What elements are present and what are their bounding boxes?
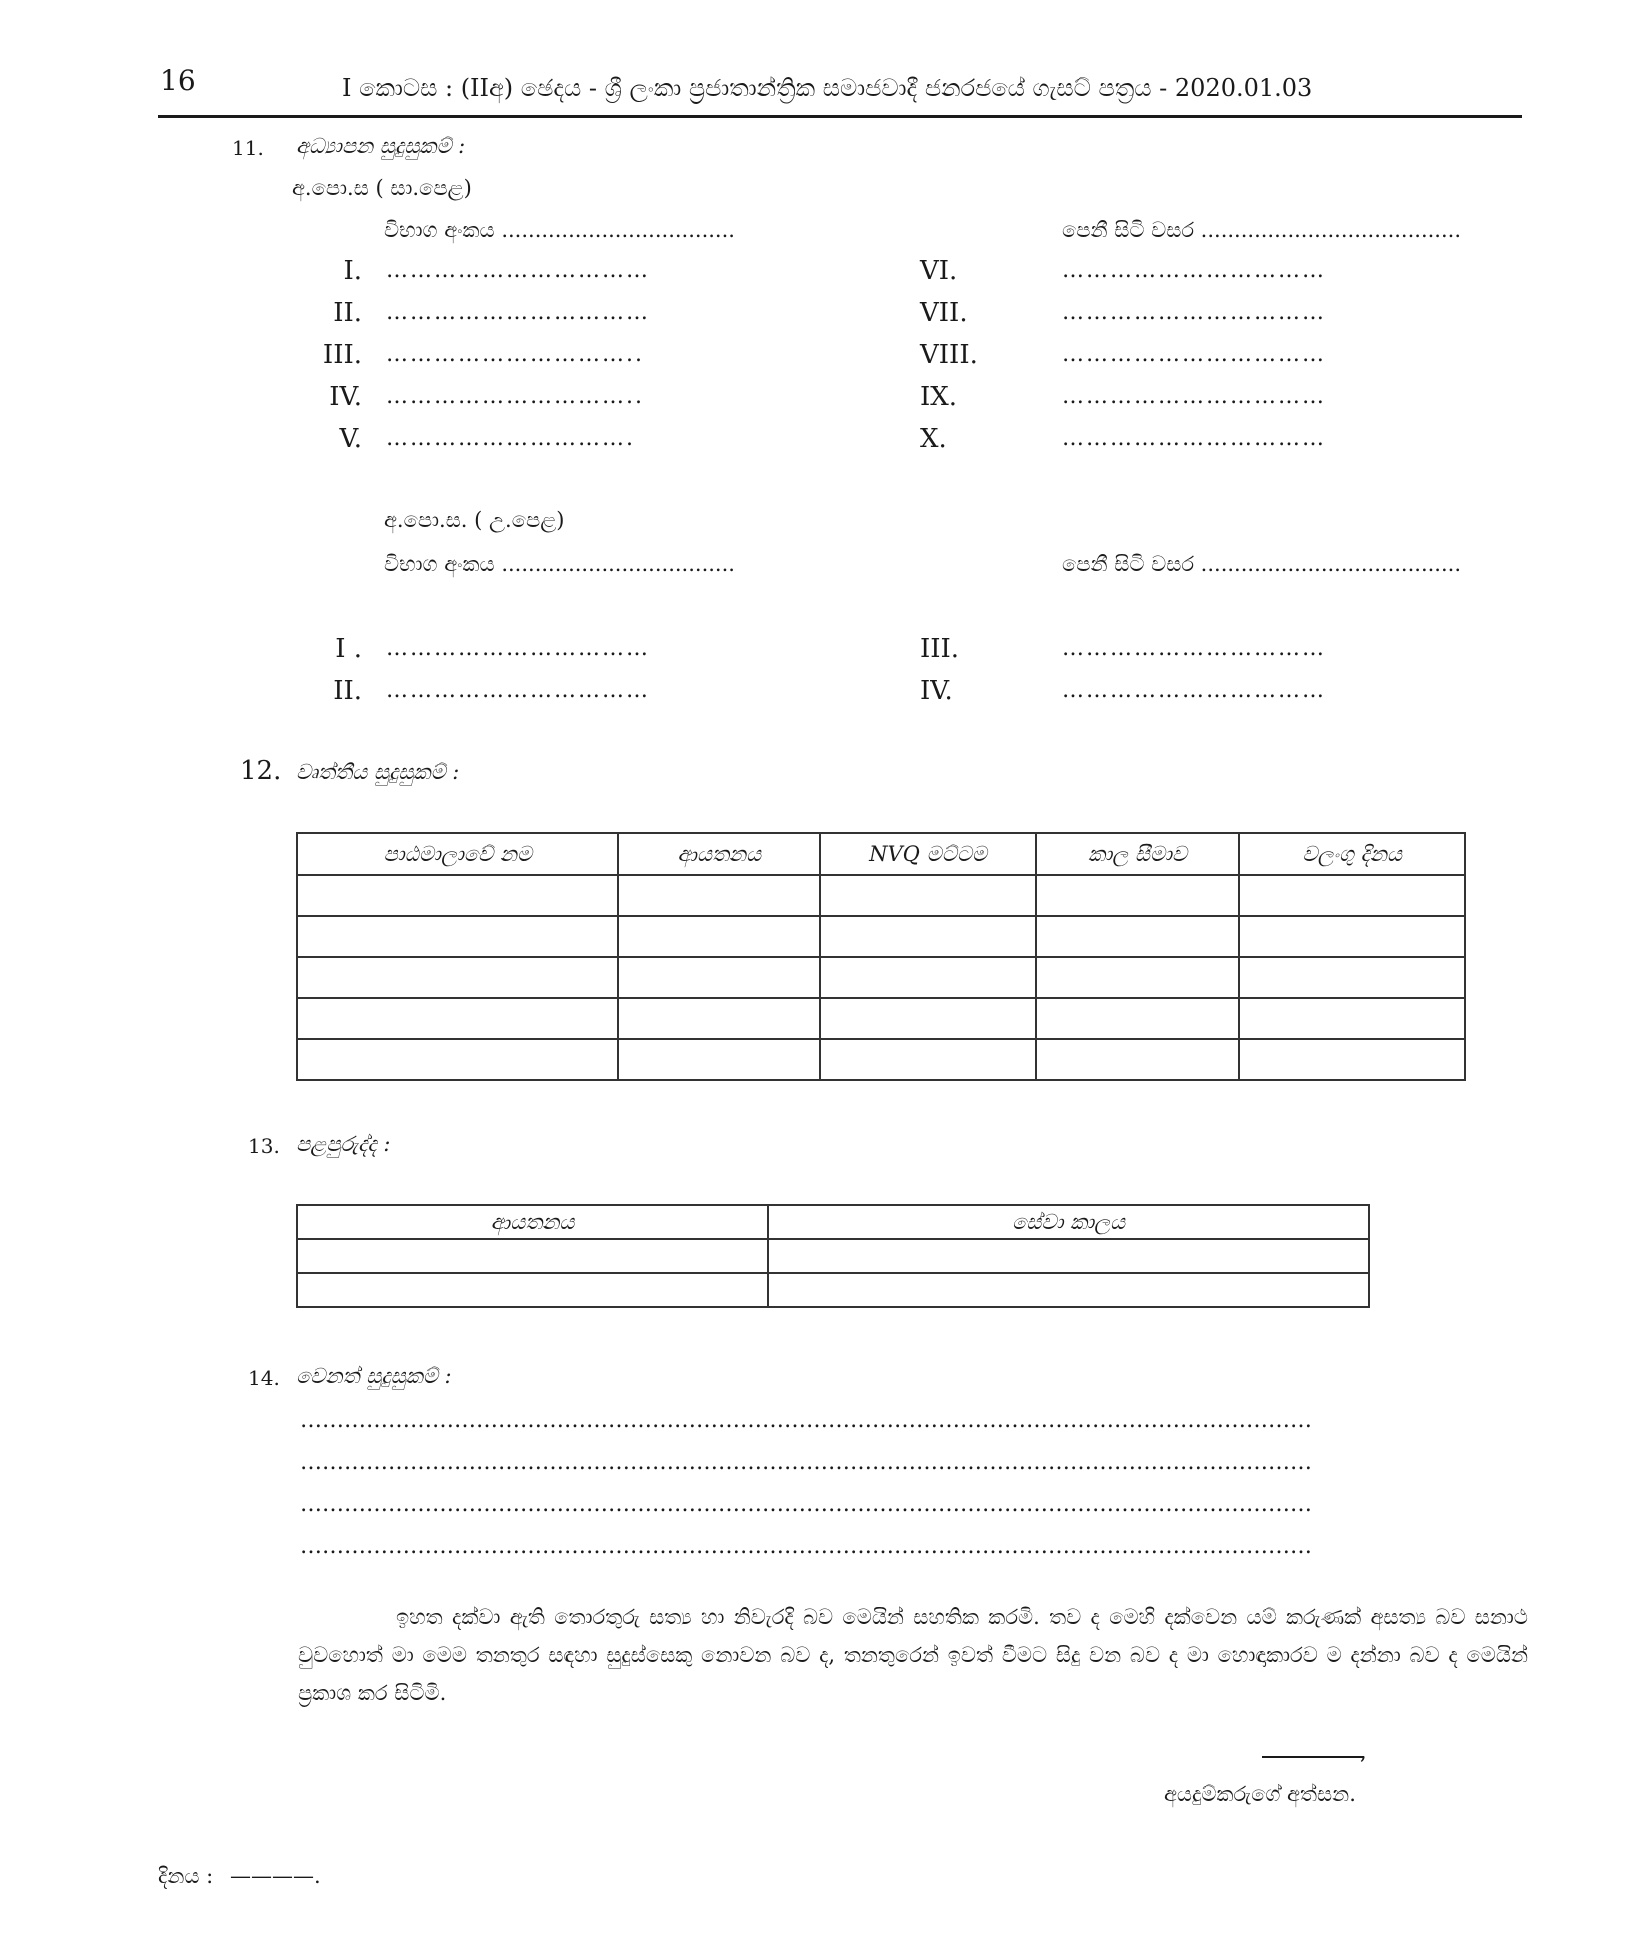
table-row bbox=[297, 916, 1465, 957]
table-cell[interactable] bbox=[1239, 957, 1465, 998]
section-11-label: අධ්‍යාපන සුදුසුකම් : bbox=[296, 134, 466, 158]
table-row bbox=[297, 1239, 1369, 1273]
ol-roman-9: IX. bbox=[920, 382, 958, 412]
table-cell[interactable] bbox=[618, 875, 820, 916]
al-index-field[interactable]: විභාග අංකය ................................... bbox=[384, 552, 735, 576]
table-row bbox=[297, 998, 1465, 1039]
ol-subject-2[interactable]: …………………………… bbox=[386, 300, 650, 325]
gazette-header: I කොටස : (IIඅ) ඡෙදය - ශ්‍රී ලංකා ප්‍රජාතාන්ත්‍රික සමාජවාදී ජනරජයේ ගැසට් පත්‍රය - 2020.01.03 bbox=[342, 74, 1313, 102]
section-11-number: 11. bbox=[232, 136, 264, 160]
al-roman-2: II. bbox=[333, 676, 362, 706]
table-row bbox=[297, 957, 1465, 998]
table-cell[interactable] bbox=[820, 1039, 1036, 1080]
table-cell[interactable] bbox=[297, 998, 618, 1039]
table-cell[interactable] bbox=[618, 998, 820, 1039]
table-cell[interactable] bbox=[820, 916, 1036, 957]
date-label: දිනය : bbox=[158, 1864, 214, 1888]
ol-subject-1[interactable]: …………………………… bbox=[386, 258, 650, 283]
experience-header-row bbox=[297, 1205, 1369, 1239]
vocational-header-row bbox=[297, 833, 1465, 875]
col-nvq-level: NVQ මට්ටම bbox=[820, 833, 1036, 875]
section-14-label: වෙනත් සුදුසුකම් : bbox=[296, 1364, 452, 1388]
signature-comma: , bbox=[1360, 1740, 1367, 1764]
other-qual-line-2[interactable]: ………………………………………………………………………………………………………………………… bbox=[300, 1450, 1312, 1475]
col-valid-date: වලංගු දිනය bbox=[1239, 833, 1465, 875]
col-service-period: සේවා කාලය bbox=[768, 1205, 1369, 1239]
section-13-label: පළපුරුද්ද : bbox=[296, 1132, 391, 1156]
ol-subject-5[interactable]: …………………………. bbox=[386, 426, 635, 451]
al-year-field[interactable]: පෙනී සිටි වසර ....................................... bbox=[1062, 552, 1462, 576]
table-cell[interactable] bbox=[768, 1273, 1369, 1307]
ol-roman-7: VII. bbox=[920, 298, 968, 328]
col-duration: කාල සීමාව bbox=[1036, 833, 1240, 875]
ol-index-field[interactable]: විභාග අංකය ................................... bbox=[384, 218, 735, 242]
table-cell[interactable] bbox=[1036, 916, 1240, 957]
experience-table bbox=[296, 1204, 1370, 1308]
ol-roman-6: VI. bbox=[920, 256, 958, 286]
ol-roman-2: II. bbox=[333, 298, 362, 328]
signature-line[interactable] bbox=[1262, 1756, 1364, 1758]
table-row bbox=[297, 1039, 1465, 1080]
al-heading: අ.පො.ස. ( උ.පෙළ) bbox=[384, 508, 565, 532]
table-cell[interactable] bbox=[618, 1039, 820, 1080]
table-cell[interactable] bbox=[618, 957, 820, 998]
al-roman-3: III. bbox=[920, 634, 960, 664]
table-cell[interactable] bbox=[820, 875, 1036, 916]
col-course-name: පාඨමාලාවේ නම bbox=[297, 833, 618, 875]
al-subject-2[interactable]: …………………………… bbox=[386, 678, 650, 703]
section-13-number: 13. bbox=[248, 1134, 280, 1158]
ol-roman-10: X. bbox=[920, 424, 947, 454]
table-cell[interactable] bbox=[297, 875, 618, 916]
section-12-label: වෘත්තීය සුදුසුකම් : bbox=[296, 760, 460, 784]
al-subject-4[interactable]: …………………………… bbox=[1062, 678, 1326, 703]
table-cell[interactable] bbox=[297, 957, 618, 998]
ol-subject-9[interactable]: …………………………… bbox=[1062, 384, 1326, 409]
ol-subject-7[interactable]: …………………………… bbox=[1062, 300, 1326, 325]
table-row bbox=[297, 875, 1465, 916]
al-roman-1: I . bbox=[335, 634, 362, 664]
other-qual-line-4[interactable]: ………………………………………………………………………………………………………………………… bbox=[300, 1534, 1312, 1559]
table-cell[interactable] bbox=[1239, 916, 1465, 957]
other-qual-line-3[interactable]: ………………………………………………………………………………………………………………………… bbox=[300, 1492, 1312, 1517]
table-cell[interactable] bbox=[618, 916, 820, 957]
al-subject-3[interactable]: …………………………… bbox=[1062, 636, 1326, 661]
ol-subject-8[interactable]: …………………………… bbox=[1062, 342, 1326, 367]
ol-roman-1: I. bbox=[343, 256, 362, 286]
table-cell[interactable] bbox=[768, 1239, 1369, 1273]
ol-roman-8: VIII. bbox=[920, 340, 978, 370]
ol-year-field[interactable]: පෙනී සිටි වසර ....................................... bbox=[1062, 218, 1462, 242]
ol-roman-3: III. bbox=[322, 340, 362, 370]
al-roman-4: IV. bbox=[920, 676, 953, 706]
ol-roman-4: IV. bbox=[329, 382, 362, 412]
ol-subject-4[interactable]: ………………………….. bbox=[386, 384, 644, 409]
signature-label: අයදුම්කරුගේ අත්සන. bbox=[1164, 1782, 1356, 1806]
ol-heading: අ.පො.ස ( සා.පෙළ) bbox=[292, 176, 472, 200]
table-cell[interactable] bbox=[297, 916, 618, 957]
table-cell[interactable] bbox=[1036, 1039, 1240, 1080]
vocational-table bbox=[296, 832, 1466, 1081]
table-cell[interactable] bbox=[1239, 1039, 1465, 1080]
table-cell[interactable] bbox=[820, 957, 1036, 998]
section-14-number: 14. bbox=[248, 1366, 280, 1390]
date-field[interactable]: ————. bbox=[230, 1864, 321, 1888]
other-qual-line-1[interactable]: ………………………………………………………………………………………………………………………… bbox=[300, 1408, 1312, 1433]
ol-subject-3[interactable]: ………………………….. bbox=[386, 342, 644, 367]
table-cell[interactable] bbox=[1036, 998, 1240, 1039]
header-rule bbox=[158, 115, 1522, 118]
ol-subject-6[interactable]: …………………………… bbox=[1062, 258, 1326, 283]
table-cell[interactable] bbox=[297, 1273, 768, 1307]
ol-subject-10[interactable]: …………………………… bbox=[1062, 426, 1326, 451]
section-12-number: 12. bbox=[240, 756, 282, 786]
table-cell[interactable] bbox=[297, 1039, 618, 1080]
ol-roman-5: V. bbox=[339, 424, 362, 454]
table-cell[interactable] bbox=[1239, 998, 1465, 1039]
table-row bbox=[297, 1273, 1369, 1307]
col-institute: ආයතනය bbox=[297, 1205, 768, 1239]
al-subject-1[interactable]: …………………………… bbox=[386, 636, 650, 661]
page-number: 16 bbox=[160, 64, 196, 97]
col-institute: ආයතනය bbox=[618, 833, 820, 875]
declaration-paragraph: ඉහත දක්වා ඇති තොරතුරු සත්‍ය හා නිවැරදි බව මෙයින් සහතික කරමි. තව ද මෙහි දක්වෙන යම් කරුණක් අසත්‍ය බව සනාථ වුවහොත් මා මෙම තනතුර සඳහා සුදුස්සෙකු නොවන බව ද, තනතුරෙන් ඉවත් වීමට සිදු වන බව ද මා හොඳාකාරව ම දන්නා බව ද මෙයින් ප්‍රකාශ කර සිටිමි. bbox=[298, 1605, 1528, 1705]
table-cell[interactable] bbox=[1036, 875, 1240, 916]
table-cell[interactable] bbox=[1036, 957, 1240, 998]
table-cell[interactable] bbox=[297, 1239, 768, 1273]
table-cell[interactable] bbox=[1239, 875, 1465, 916]
table-cell[interactable] bbox=[820, 998, 1036, 1039]
